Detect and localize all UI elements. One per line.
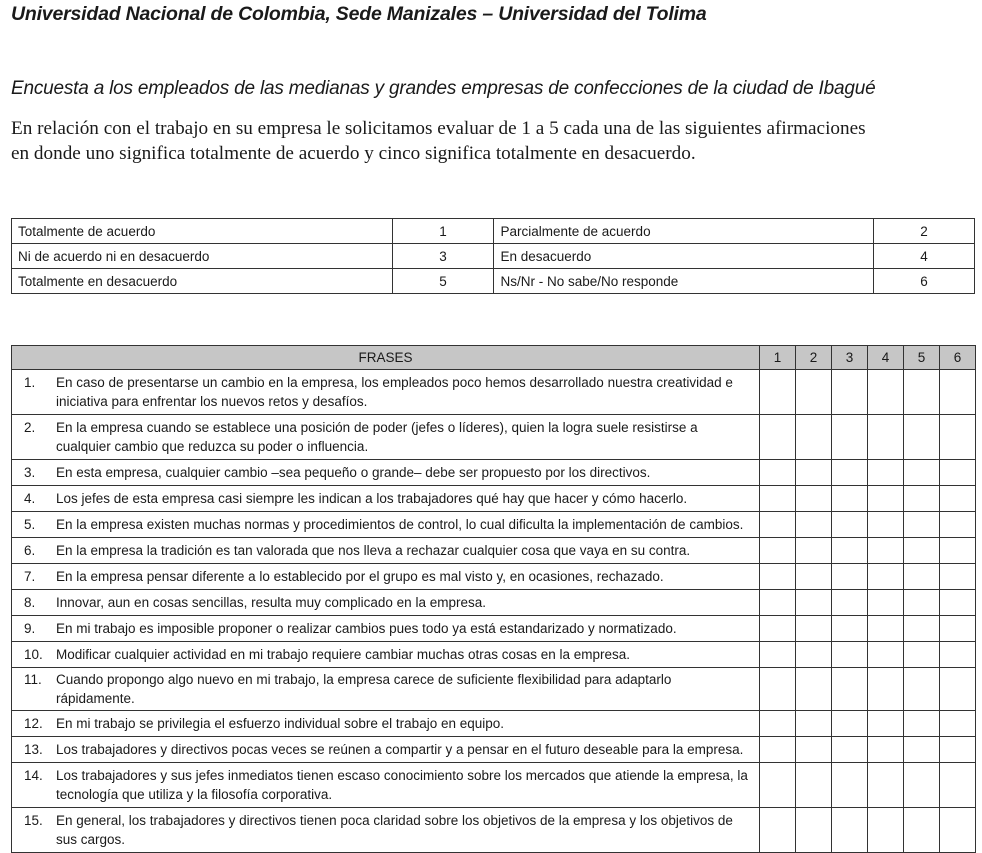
rating-cell-3[interactable] [832, 370, 868, 415]
rating-cell-1[interactable] [760, 564, 796, 590]
rating-cell-4[interactable] [868, 763, 904, 808]
rating-cell-5[interactable] [904, 590, 940, 616]
statement-cell [12, 564, 760, 590]
rating-cell-2[interactable] [796, 564, 832, 590]
rating-cell-6[interactable] [940, 711, 976, 737]
rating-cell-2[interactable] [796, 460, 832, 486]
rating-cell-3[interactable] [832, 711, 868, 737]
rating-cell-6[interactable] [940, 460, 976, 486]
rating-cell-3[interactable] [832, 808, 868, 853]
rating-cell-1[interactable] [760, 737, 796, 763]
rating-cell-3[interactable] [832, 486, 868, 512]
statement-text: En la empresa pensar diferente a lo establecido por el grupo es mal visto y, en ocasiones, rechazado. [56, 569, 664, 584]
rating-cell-6[interactable] [940, 512, 976, 538]
rating-cell-2[interactable] [796, 763, 832, 808]
rating-cell-3[interactable] [832, 737, 868, 763]
rating-cell-1[interactable] [760, 808, 796, 853]
rating-cell-1[interactable] [760, 668, 796, 711]
rating-cell-1[interactable] [760, 460, 796, 486]
rating-cell-5[interactable] [904, 668, 940, 711]
rating-cell-2[interactable] [796, 737, 832, 763]
rating-cell-6[interactable] [940, 538, 976, 564]
survey-title: Encuesta a los empleados de las medianas y grandes empresas de confecciones de la ciudad de Ibagué [11, 78, 876, 99]
statement-number: 13. [24, 742, 43, 757]
rating-cell-5[interactable] [904, 415, 940, 460]
rating-cell-5[interactable] [904, 370, 940, 415]
frases-header: FRASES [12, 346, 760, 370]
rating-cell-3[interactable] [832, 642, 868, 668]
rating-cell-3[interactable] [832, 616, 868, 642]
rating-cell-3[interactable] [832, 512, 868, 538]
scale-value: 4 [874, 244, 975, 269]
table-row [12, 486, 976, 512]
rating-cell-2[interactable] [796, 808, 832, 853]
rating-cell-4[interactable] [868, 616, 904, 642]
scale-value: 5 [392, 269, 494, 294]
statement-number: 6. [24, 543, 36, 558]
rating-cell-1[interactable] [760, 370, 796, 415]
statement-text: En la empresa la tradición es tan valorada que nos lleva a rechazar cualquier cosa que vaya en su contra. [56, 543, 691, 558]
table-row [12, 460, 976, 486]
rating-cell-3[interactable] [832, 668, 868, 711]
table-row [12, 642, 976, 668]
table-header-row [12, 346, 976, 370]
table-row [12, 590, 976, 616]
rating-cell-3[interactable] [832, 564, 868, 590]
rating-cell-3[interactable] [832, 415, 868, 460]
statement-text: En la empresa existen muchas normas y procedimientos de control, lo cual dificulta la implementación de cambios. [56, 517, 744, 532]
rating-cell-6[interactable] [940, 370, 976, 415]
statement-number: 7. [24, 569, 36, 584]
table-row [12, 616, 976, 642]
rating-cell-5[interactable] [904, 808, 940, 853]
rating-cell-6[interactable] [940, 668, 976, 711]
table-row [12, 415, 976, 460]
scale-value: 3 [392, 244, 494, 269]
statement-text: En mi trabajo se privilegia el esfuerzo individual sobre el trabajo en equipo. [56, 716, 505, 731]
rating-cell-1[interactable] [760, 711, 796, 737]
instructions [11, 116, 979, 166]
statement-number: 2. [24, 420, 36, 435]
rating-cell-1[interactable] [760, 616, 796, 642]
column-header: 5 [904, 346, 940, 370]
table-row [12, 763, 976, 808]
statement-text: En general, los trabajadores y directivos tienen poca claridad sobre los objetivos de la empresa y los objetivos de sus cargos. [56, 813, 733, 847]
table-row [12, 808, 976, 853]
scale-label: Totalmente de acuerdo [12, 219, 393, 244]
statement-text: Los jefes de esta empresa casi siempre les indican a los trabajadores qué hay que hacer y cómo hacerlo. [56, 491, 688, 506]
statement-number: 14. [24, 768, 43, 783]
statement-number: 3. [24, 465, 36, 480]
statement-number: 1. [24, 375, 36, 390]
scale-value: 1 [392, 219, 494, 244]
instructions-line-1: En relación con el trabajo en su empresa le solicitamos evaluar de 1 a 5 cada una de las siguientes afirmaciones [11, 118, 866, 139]
table-row [12, 668, 976, 711]
statement-cell [12, 616, 760, 642]
statement-number: 8. [24, 595, 36, 610]
statement-text: Modificar cualquier actividad en mi trabajo requiere cambiar muchas otras cosas en la empresa. [56, 647, 631, 662]
rating-cell-4[interactable] [868, 486, 904, 512]
scale-value: 6 [874, 269, 975, 294]
statement-text: En mi trabajo es imposible proponer o realizar cambios pues todo ya está estandarizado y normatizado. [56, 621, 677, 636]
rating-cell-4[interactable] [868, 642, 904, 668]
statement-cell [12, 808, 760, 853]
statement-cell [12, 642, 760, 668]
table-row [12, 711, 976, 737]
statements-table [11, 345, 976, 853]
rating-cell-5[interactable] [904, 512, 940, 538]
column-header: 1 [760, 346, 796, 370]
rating-cell-2[interactable] [796, 642, 832, 668]
statement-cell [12, 486, 760, 512]
rating-cell-5[interactable] [904, 460, 940, 486]
rating-cell-4[interactable] [868, 370, 904, 415]
statement-cell [12, 370, 760, 415]
scale-row [12, 244, 975, 269]
statement-cell [12, 538, 760, 564]
rating-scale-legend [11, 218, 975, 294]
statement-number: 10. [24, 647, 43, 662]
scale-label: Totalmente en desacuerdo [12, 269, 393, 294]
rating-cell-6[interactable] [940, 808, 976, 853]
statement-cell [12, 668, 760, 711]
statement-text: Cuando propongo algo nuevo en mi trabajo, la empresa carece de suficiente flexibilidad para adaptarlo rápidamente. [56, 672, 672, 706]
rating-cell-1[interactable] [760, 763, 796, 808]
rating-cell-3[interactable] [832, 763, 868, 808]
rating-cell-4[interactable] [868, 737, 904, 763]
rating-cell-4[interactable] [868, 460, 904, 486]
rating-cell-4[interactable] [868, 711, 904, 737]
rating-cell-4[interactable] [868, 538, 904, 564]
rating-cell-6[interactable] [940, 763, 976, 808]
rating-cell-1[interactable] [760, 486, 796, 512]
rating-cell-4[interactable] [868, 590, 904, 616]
statement-number: 5. [24, 517, 36, 532]
rating-cell-5[interactable] [904, 737, 940, 763]
scale-value: 2 [874, 219, 975, 244]
rating-cell-1[interactable] [760, 512, 796, 538]
rating-cell-2[interactable] [796, 711, 832, 737]
statement-number: 12. [24, 716, 43, 731]
scale-label: Parcialmente de acuerdo [494, 219, 874, 244]
rating-cell-2[interactable] [796, 590, 832, 616]
statement-number: 15. [24, 813, 43, 828]
instructions-line-2: en donde uno significa totalmente de acuerdo y cinco significa totalmente en desacuerdo. [11, 143, 696, 164]
table-row [12, 564, 976, 590]
statement-text: En la empresa cuando se establece una posición de poder (jefes o líderes), quien la logra suele resistirse a cualquier cambio que reduzca su poder o influencia. [56, 420, 698, 454]
statement-text: En caso de presentarse un cambio en la empresa, los empleados poco hemos desarrollado nuestra creatividad e iniciativa para enfrentar los nuevos retos y desafíos. [56, 375, 733, 409]
table-row [12, 370, 976, 415]
rating-cell-6[interactable] [940, 590, 976, 616]
statement-number: 11. [24, 672, 42, 687]
rating-cell-3[interactable] [832, 460, 868, 486]
scale-row [12, 269, 975, 294]
rating-cell-4[interactable] [868, 512, 904, 538]
rating-cell-2[interactable] [796, 616, 832, 642]
statement-text: Los trabajadores y directivos pocas veces se reúnen a compartir y a pensar en el futuro deseable para la empresa. [56, 742, 744, 757]
rating-cell-2[interactable] [796, 486, 832, 512]
rating-cell-2[interactable] [796, 668, 832, 711]
rating-cell-6[interactable] [940, 737, 976, 763]
rating-cell-5[interactable] [904, 616, 940, 642]
statement-number: 4. [24, 491, 36, 506]
rating-cell-3[interactable] [832, 538, 868, 564]
university-header: Universidad Nacional de Colombia, Sede Manizales – Universidad del Tolima [11, 3, 707, 25]
table-row [12, 512, 976, 538]
rating-cell-1[interactable] [760, 642, 796, 668]
statement-text: En esta empresa, cualquier cambio –sea pequeño o grande– debe ser propuesto por los directivos. [56, 465, 651, 480]
column-header: 6 [940, 346, 976, 370]
statement-cell [12, 763, 760, 808]
scale-label: Ns/Nr - No sabe/No responde [494, 269, 874, 294]
table-row [12, 538, 976, 564]
statement-cell [12, 460, 760, 486]
rating-cell-5[interactable] [904, 564, 940, 590]
rating-cell-4[interactable] [868, 415, 904, 460]
rating-cell-6[interactable] [940, 616, 976, 642]
rating-cell-2[interactable] [796, 415, 832, 460]
rating-cell-5[interactable] [904, 538, 940, 564]
rating-cell-5[interactable] [904, 763, 940, 808]
scale-label: En desacuerdo [494, 244, 874, 269]
table-row [12, 737, 976, 763]
rating-cell-2[interactable] [796, 370, 832, 415]
statement-cell [12, 737, 760, 763]
rating-cell-6[interactable] [940, 564, 976, 590]
rating-cell-1[interactable] [760, 590, 796, 616]
statement-text: Los trabajadores y sus jefes inmediatos tienen escaso conocimiento sobre los mercados que atiende la empresa, la tecnología que utiliza y la filosofía corporativa. [56, 768, 748, 802]
rating-cell-1[interactable] [760, 415, 796, 460]
column-header: 4 [868, 346, 904, 370]
rating-cell-3[interactable] [832, 590, 868, 616]
scale-row [12, 219, 975, 244]
statement-cell [12, 512, 760, 538]
rating-cell-4[interactable] [868, 564, 904, 590]
rating-cell-1[interactable] [760, 538, 796, 564]
statement-number: 9. [24, 621, 36, 636]
statement-text: Innovar, aun en cosas sencillas, resulta muy complicado en la empresa. [56, 595, 486, 610]
statement-cell [12, 590, 760, 616]
rating-cell-6[interactable] [940, 415, 976, 460]
statement-cell [12, 415, 760, 460]
statement-cell [12, 711, 760, 737]
rating-cell-5[interactable] [904, 642, 940, 668]
rating-cell-5[interactable] [904, 711, 940, 737]
rating-cell-4[interactable] [868, 668, 904, 711]
rating-cell-2[interactable] [796, 538, 832, 564]
rating-cell-2[interactable] [796, 512, 832, 538]
column-header: 2 [796, 346, 832, 370]
column-header: 3 [832, 346, 868, 370]
rating-cell-4[interactable] [868, 808, 904, 853]
rating-cell-6[interactable] [940, 486, 976, 512]
rating-cell-5[interactable] [904, 486, 940, 512]
scale-label: Ni de acuerdo ni en desacuerdo [12, 244, 393, 269]
rating-cell-6[interactable] [940, 642, 976, 668]
